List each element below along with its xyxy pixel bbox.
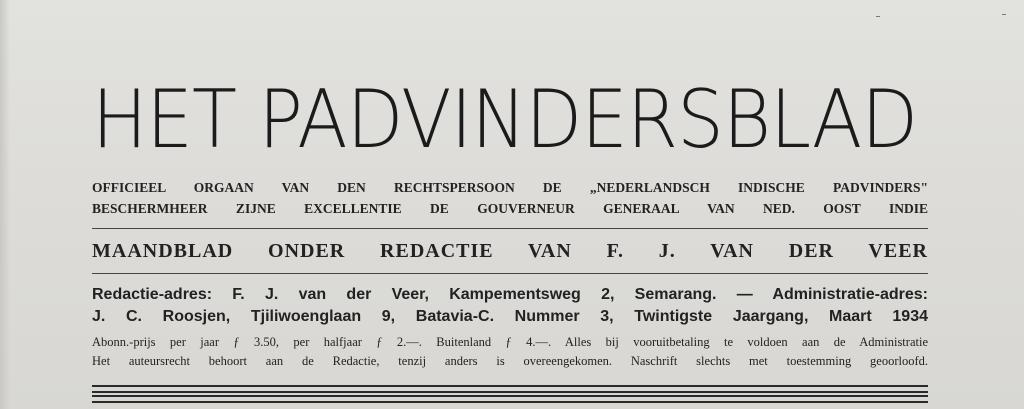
divider-rule: [92, 273, 928, 274]
address-line-2: J. C. Roosjen, Tjiliwoenglaan 9, Batavia-C. Nummer 3, Twintigste Jaargang, Maart 1934: [92, 308, 928, 325]
official-line-1: OFFICIEEL ORGAAN VAN DEN RECHTSPERSOON DE „NEDERLANDSCH INDISCHE PADVINDERS": [92, 180, 928, 195]
paper-speck: [876, 16, 880, 17]
address-line-1: Redactie-adres: F. J. van der Veer, Kampementsweg 2, Semarang. — Administratie-adres:: [92, 286, 928, 303]
subscription-line: Abonn.-prijs per jaar ƒ 3.50, per halfjaar ƒ 2.—. Buitenland ƒ 4.—. Alles bij vooruitbetaling te voldoen aan de Administratie: [92, 335, 928, 349]
paper-speck: [1002, 14, 1006, 15]
divider-rule: [92, 228, 928, 229]
official-line-2: BESCHERMHEER ZIJNE EXCELLENTIE DE GOUVERNEUR GENERAAL VAN NED. OOST INDIE: [92, 201, 928, 216]
editor-line: MAANDBLAD ONDER REDACTIE VAN F. J. VAN DER VEER: [92, 240, 928, 262]
copyright-line: Het auteursrecht behoort aan de Redactie, tenzij anders is overeengekomen. Naschrift slechts met toestemming geoorloofd.: [92, 354, 928, 368]
masthead-title: HET PADVINDERSBLAD: [92, 73, 918, 166]
double-rule-top: [92, 385, 928, 393]
double-rule-bottom: [92, 395, 928, 403]
